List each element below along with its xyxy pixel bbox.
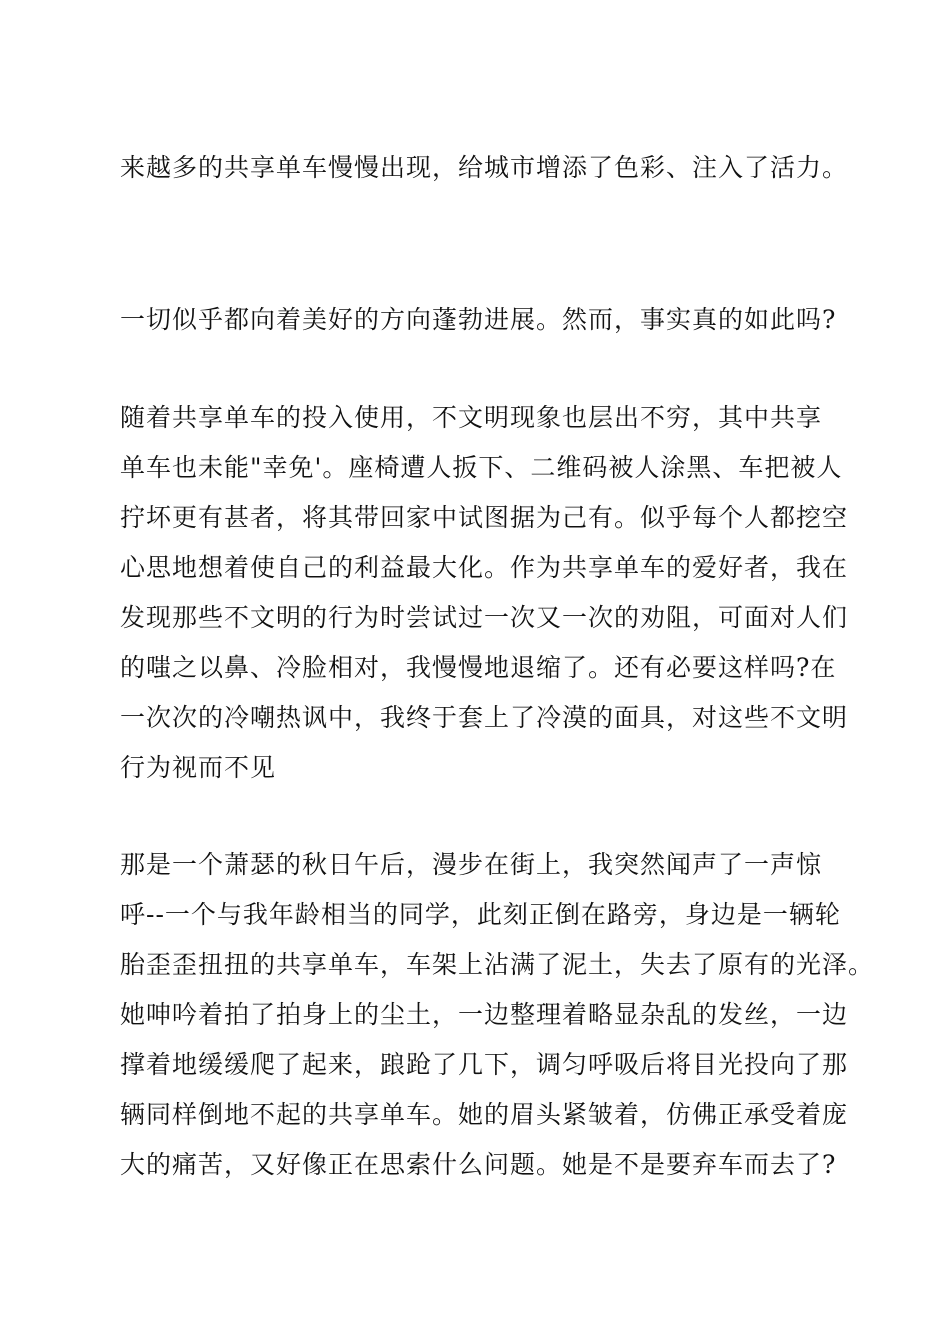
paragraph-4-line-1: 那是一个萧瑟的秋日午后，漫步在街上，我突然闻声了一声惊	[120, 850, 823, 879]
paragraph-3-line-6: 的嗤之以鼻、冷脸相对，我慢慢地退缩了。还有必要这样吗?在	[120, 653, 837, 682]
paragraph-3-line-5: 发现那些不文明的行为时尝试过一次又一次的劝阻，可面对人们	[120, 603, 849, 632]
paragraph-4-line-7: 大的痛苦，又好像正在思索什么问题。她是不是要弃车而去了?	[120, 1150, 837, 1179]
paragraph-3-line-1: 随着共享单车的投入使用，不文明现象也层出不穷，其中共享	[120, 403, 823, 432]
paragraph-4-line-5: 撑着地缓缓爬了起来，踉跄了几下，调匀呼吸后将目光投向了那	[120, 1050, 849, 1079]
paragraph-4-line-6: 辆同样倒地不起的共享单车。她的眉头紧皱着，仿佛正承受着庞	[120, 1100, 849, 1129]
paragraph-4-line-2: 呼--一个与我年龄相当的同学，此刻正倒在路旁，身边是一辆轮	[120, 900, 841, 929]
paragraph-1-line-1: 来越多的共享单车慢慢出现，给城市增添了色彩、注入了活力。	[120, 153, 849, 182]
paragraph-3-line-2: 单车也未能"幸免'。座椅遭人扳下、二维码被人涂黑、车把被人	[120, 453, 843, 482]
paragraph-4-line-3: 胎歪歪扭扭的共享单车，车架上沾满了泥土，失去了原有的光泽。	[120, 950, 875, 979]
paragraph-3-line-4: 心思地想着使自己的利益最大化。作为共享单车的爱好者，我在	[120, 553, 849, 582]
paragraph-4-line-4: 她呻吟着拍了拍身上的尘土，一边整理着略显杂乱的发丝，一边	[120, 1000, 849, 1029]
paragraph-2-line-1: 一切似乎都向着美好的方向蓬勃进展。然而，事实真的如此吗?	[120, 305, 837, 334]
paragraph-3-line-7: 一次次的冷嘲热讽中，我终于套上了冷漠的面具，对这些不文明	[120, 703, 849, 732]
paragraph-3-line-8: 行为视而不见	[120, 753, 277, 782]
paragraph-3-line-3: 拧坏更有甚者，将其带回家中试图据为己有。似乎每个人都挖空	[120, 503, 849, 532]
